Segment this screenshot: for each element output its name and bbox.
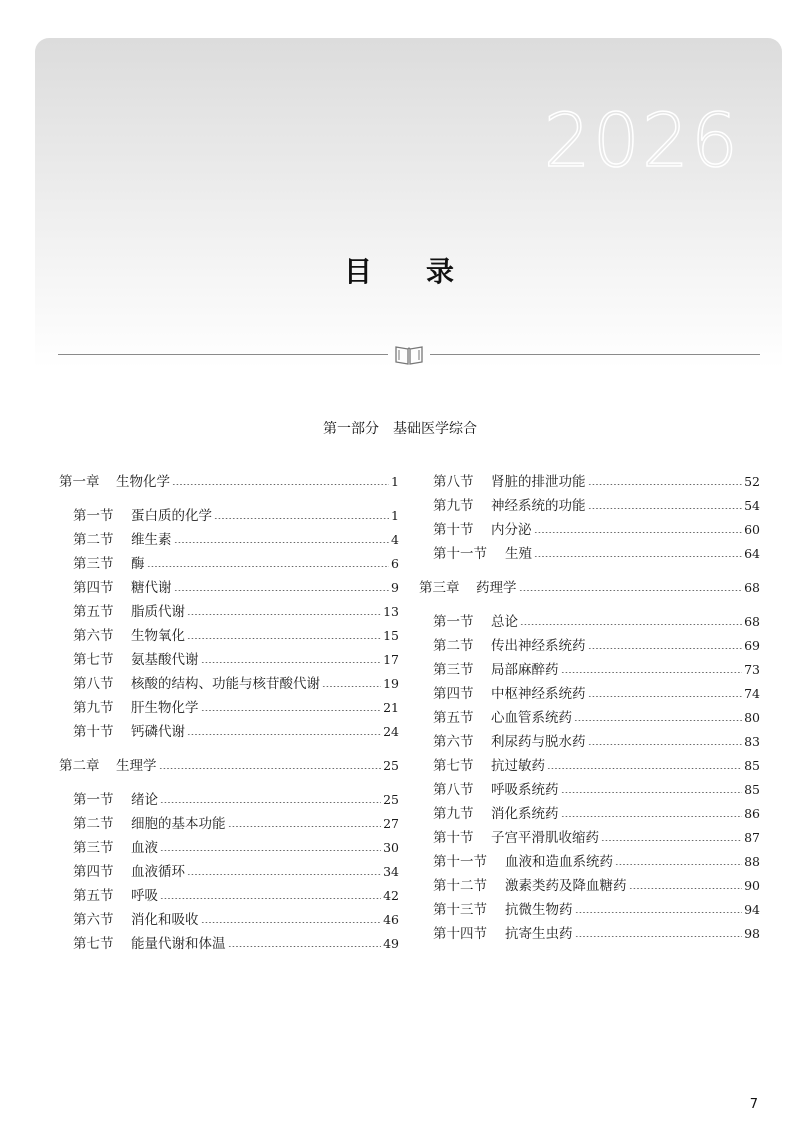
divider-right	[430, 354, 760, 355]
dot-leader	[187, 638, 381, 639]
toc-entry-page: 13	[383, 604, 399, 619]
toc-entry-page: 49	[383, 936, 399, 951]
toc-entry-number: 第一节	[433, 614, 474, 630]
toc-entry-number: 第一节	[73, 508, 114, 524]
toc-entry-number: 第六节	[73, 628, 114, 644]
toc-entry-page: 60	[744, 522, 760, 537]
toc-entry-title: 生殖	[505, 546, 532, 562]
toc-entry-title: 生物化学	[116, 474, 170, 490]
dot-leader	[588, 508, 743, 509]
dot-leader	[547, 768, 742, 769]
toc-entry-number: 第二节	[433, 638, 474, 654]
toc-entry-title: 能量代谢和体温	[131, 936, 226, 952]
toc-section-entry[interactable]	[419, 826, 760, 850]
toc-entry-number: 第七节	[433, 758, 474, 774]
toc-entry-title: 神经系统的功能	[491, 498, 586, 514]
toc-entry-number: 第十节	[433, 522, 474, 538]
dot-leader	[160, 898, 381, 899]
toc-entry-number: 第五节	[433, 710, 474, 726]
toc-section-entry[interactable]	[59, 788, 399, 812]
toc-section-entry[interactable]	[59, 720, 399, 744]
toc-entry-number: 第二节	[73, 816, 114, 832]
toc-entry-title: 局部麻醉药	[491, 662, 559, 678]
dot-leader	[534, 556, 742, 557]
toc-section-entry[interactable]	[59, 528, 399, 552]
toc-entry-page: 6	[391, 556, 399, 571]
year-watermark: 2026	[543, 98, 740, 184]
toc-entry-page: 73	[744, 662, 760, 677]
toc-entry-page: 25	[383, 758, 399, 773]
toc-entry-title: 糖代谢	[131, 580, 172, 596]
toc-entry-title: 中枢神经系统药	[491, 686, 586, 702]
toc-chapter-entry[interactable]	[59, 754, 399, 778]
toc-entry-page: 42	[383, 888, 399, 903]
toc-entry-number: 第四节	[73, 580, 114, 596]
toc-section-entry[interactable]	[419, 706, 760, 730]
toc-entry-number: 第三节	[73, 556, 114, 572]
toc-entry-title: 肾脏的排泄功能	[491, 474, 586, 490]
toc-entry-page: 83	[744, 734, 760, 749]
toc-section-entry[interactable]	[59, 504, 399, 528]
toc-section-entry[interactable]	[419, 494, 760, 518]
toc-section-entry[interactable]	[419, 922, 760, 946]
dot-leader	[201, 662, 382, 663]
toc-column-left	[59, 470, 399, 956]
toc-entry-page: 21	[383, 700, 399, 715]
toc-entry-page: 19	[383, 676, 399, 691]
toc-entry-number: 第五节	[73, 888, 114, 904]
toc-section-entry[interactable]	[419, 682, 760, 706]
toc-entry-number: 第七节	[73, 652, 114, 668]
toc-entry-number: 第八节	[433, 782, 474, 798]
toc-entry-number: 第八节	[73, 676, 114, 692]
dot-leader	[588, 648, 743, 649]
toc-entry-page: 68	[744, 580, 760, 595]
dot-leader	[534, 532, 743, 533]
dot-leader	[160, 802, 381, 803]
toc-entry-number: 第十二节	[433, 878, 487, 894]
toc-entry-number: 第三节	[73, 840, 114, 856]
toc-section-entry[interactable]	[59, 812, 399, 836]
dot-leader	[174, 542, 390, 543]
dot-leader	[588, 696, 743, 697]
dot-leader	[187, 614, 381, 615]
toc-entry-title: 呼吸系统药	[491, 782, 559, 798]
header-panel	[35, 38, 782, 368]
toc-entry-title: 传出神经系统药	[491, 638, 586, 654]
toc-entry-page: 25	[383, 792, 399, 807]
toc-entry-title: 钙磷代谢	[131, 724, 185, 740]
toc-entry-number: 第十节	[73, 724, 114, 740]
toc-entry-title: 利尿药与脱水药	[491, 734, 586, 750]
toc-entry-number: 第十三节	[433, 902, 487, 918]
toc-entry-title: 核酸的结构、功能与核苷酸代谢	[131, 676, 320, 692]
chapter-spacer	[419, 600, 760, 610]
toc-section-entry[interactable]	[419, 874, 760, 898]
toc-entry-page: 98	[744, 926, 760, 941]
toc-entry-number: 第五节	[73, 604, 114, 620]
toc-entry-title: 维生素	[131, 532, 172, 548]
toc-entry-title: 生理学	[116, 758, 157, 774]
toc-entry-page: 74	[744, 686, 760, 701]
toc-entry-page: 54	[744, 498, 760, 513]
toc-entry-title: 蛋白质的化学	[131, 508, 212, 524]
dot-leader	[201, 922, 382, 923]
dot-leader	[160, 850, 381, 851]
toc-entry-title: 抗过敏药	[491, 758, 545, 774]
toc-entry-title: 消化系统药	[491, 806, 559, 822]
toc-entry-number: 第六节	[73, 912, 114, 928]
dot-leader	[174, 590, 390, 591]
toc-entry-title: 血液	[131, 840, 158, 856]
toc-entry-number: 第十一节	[433, 854, 487, 870]
toc-section-entry[interactable]	[59, 860, 399, 884]
toc-entry-title: 药理学	[476, 580, 517, 596]
chapter-spacer	[419, 566, 760, 576]
toc-section-entry[interactable]	[59, 932, 399, 956]
toc-section-entry[interactable]	[59, 672, 399, 696]
dot-leader	[228, 826, 382, 827]
toc-entry-page: 34	[383, 864, 399, 879]
dot-leader	[172, 484, 389, 485]
toc-entry-title: 总论	[491, 614, 518, 630]
toc-entry-page: 64	[744, 546, 760, 561]
toc-entry-number: 第六节	[433, 734, 474, 750]
dot-leader	[615, 864, 742, 865]
dot-leader	[187, 874, 381, 875]
toc-entry-page: 4	[391, 532, 399, 547]
dot-leader	[588, 484, 743, 485]
toc-section-entry[interactable]	[419, 778, 760, 802]
dot-leader	[561, 672, 743, 673]
dot-leader	[519, 590, 743, 591]
dot-leader	[561, 816, 743, 817]
dot-leader	[147, 566, 390, 567]
toc-section-entry[interactable]	[419, 898, 760, 922]
page-title	[0, 250, 800, 290]
toc-entry-number: 第八节	[433, 474, 474, 490]
title-char-lu: 录	[426, 255, 457, 288]
toc-section-entry[interactable]	[59, 884, 399, 908]
toc-entry-number: 第十一节	[433, 546, 487, 562]
toc-entry-title: 激素类药及降血糖药	[505, 878, 627, 894]
toc-entry-page: 46	[383, 912, 399, 927]
toc-entry-page: 80	[744, 710, 760, 725]
toc-entry-title: 消化和吸收	[131, 912, 199, 928]
toc-entry-title: 肝生物化学	[131, 700, 199, 716]
toc-entry-number: 第七节	[73, 936, 114, 952]
page-number: 7	[749, 1097, 758, 1112]
toc-entry-page: 15	[383, 628, 399, 643]
toc-entry-number: 第三章	[419, 580, 460, 596]
toc-entry-title: 心血管系统药	[491, 710, 572, 726]
toc-chapter-entry[interactable]	[59, 470, 399, 494]
dot-leader	[601, 840, 742, 841]
toc-entry-number: 第十四节	[433, 926, 487, 942]
toc-chapter-entry[interactable]	[419, 576, 760, 600]
toc-section-entry[interactable]	[59, 648, 399, 672]
toc-entry-title: 血液循环	[131, 864, 185, 880]
toc-section-entry[interactable]	[419, 470, 760, 494]
toc-entry-title: 内分泌	[491, 522, 532, 538]
toc-section-entry[interactable]	[59, 600, 399, 624]
dot-leader	[588, 744, 743, 745]
toc-entry-title: 抗寄生虫药	[505, 926, 573, 942]
dot-leader	[561, 792, 743, 793]
toc-entry-page: 85	[744, 782, 760, 797]
toc-section-entry[interactable]	[59, 908, 399, 932]
toc-section-entry[interactable]	[59, 836, 399, 860]
chapter-spacer	[59, 778, 399, 788]
dot-leader	[575, 936, 743, 937]
toc-entry-number: 第二节	[73, 532, 114, 548]
dot-leader	[575, 912, 743, 913]
toc-section-entry[interactable]	[59, 576, 399, 600]
toc-entry-title: 细胞的基本功能	[131, 816, 226, 832]
toc-entry-title: 生物氧化	[131, 628, 185, 644]
open-book-icon	[393, 343, 425, 365]
toc-entry-number: 第四节	[433, 686, 474, 702]
toc-section-entry[interactable]	[59, 552, 399, 576]
dot-leader	[187, 734, 381, 735]
toc-entry-number: 第一节	[73, 792, 114, 808]
chapter-spacer	[59, 494, 399, 504]
toc-entry-number: 第一章	[59, 474, 100, 490]
toc-section-entry[interactable]	[419, 542, 760, 566]
toc-section-entry[interactable]	[419, 730, 760, 754]
toc-entry-page: 30	[383, 840, 399, 855]
toc-entry-title: 子宫平滑肌收缩药	[491, 830, 599, 846]
toc-section-entry[interactable]	[419, 658, 760, 682]
part-title: 第一部分 基础医学综合	[323, 421, 477, 437]
toc-section-entry[interactable]	[419, 634, 760, 658]
toc-entry-page: 1	[391, 474, 399, 489]
toc-column-right	[419, 470, 760, 946]
toc-section-entry[interactable]	[419, 610, 760, 634]
toc-entry-number: 第二章	[59, 758, 100, 774]
toc-entry-page: 87	[744, 830, 760, 845]
toc-entry-number: 第三节	[433, 662, 474, 678]
dot-leader	[201, 710, 382, 711]
dot-leader	[214, 518, 389, 519]
toc-entry-page: 90	[744, 878, 760, 893]
toc-entry-title: 绪论	[131, 792, 158, 808]
toc-entry-title: 脂质代谢	[131, 604, 185, 620]
dot-leader	[520, 624, 742, 625]
toc-entry-page: 24	[383, 724, 399, 739]
toc-section-entry[interactable]	[419, 850, 760, 874]
toc-entry-number: 第九节	[433, 806, 474, 822]
dot-leader	[159, 768, 382, 769]
dot-leader	[629, 888, 743, 889]
toc-entry-title: 血液和造血系统药	[505, 854, 613, 870]
toc-entry-title: 抗微生物药	[505, 902, 573, 918]
toc-section-entry[interactable]	[59, 696, 399, 720]
toc-entry-number: 第十节	[433, 830, 474, 846]
toc-entry-page: 85	[744, 758, 760, 773]
toc-entry-page: 68	[744, 614, 760, 629]
dot-leader	[322, 686, 381, 687]
toc-entry-page: 17	[383, 652, 399, 667]
toc-entry-number: 第四节	[73, 864, 114, 880]
toc-section-entry[interactable]	[59, 624, 399, 648]
toc-entry-page: 86	[744, 806, 760, 821]
dot-leader	[574, 720, 742, 721]
toc-entry-page: 27	[383, 816, 399, 831]
toc-entry-page: 69	[744, 638, 760, 653]
toc-entry-page: 9	[391, 580, 399, 595]
toc-entry-title: 呼吸	[131, 888, 158, 904]
toc-entry-number: 第九节	[433, 498, 474, 514]
title-char-mu: 目	[343, 255, 374, 288]
divider-left	[58, 354, 388, 355]
chapter-spacer	[59, 744, 399, 754]
toc-entry-title: 酶	[131, 556, 145, 572]
toc-entry-page: 1	[391, 508, 399, 523]
toc-entry-page: 52	[744, 474, 760, 489]
toc-section-entry[interactable]	[419, 518, 760, 542]
toc-entry-page: 88	[744, 854, 760, 869]
toc-section-entry[interactable]	[419, 754, 760, 778]
toc-entry-title: 氨基酸代谢	[131, 652, 199, 668]
toc-section-entry[interactable]	[419, 802, 760, 826]
dot-leader	[228, 946, 382, 947]
toc-entry-page: 94	[744, 902, 760, 917]
toc-entry-number: 第九节	[73, 700, 114, 716]
